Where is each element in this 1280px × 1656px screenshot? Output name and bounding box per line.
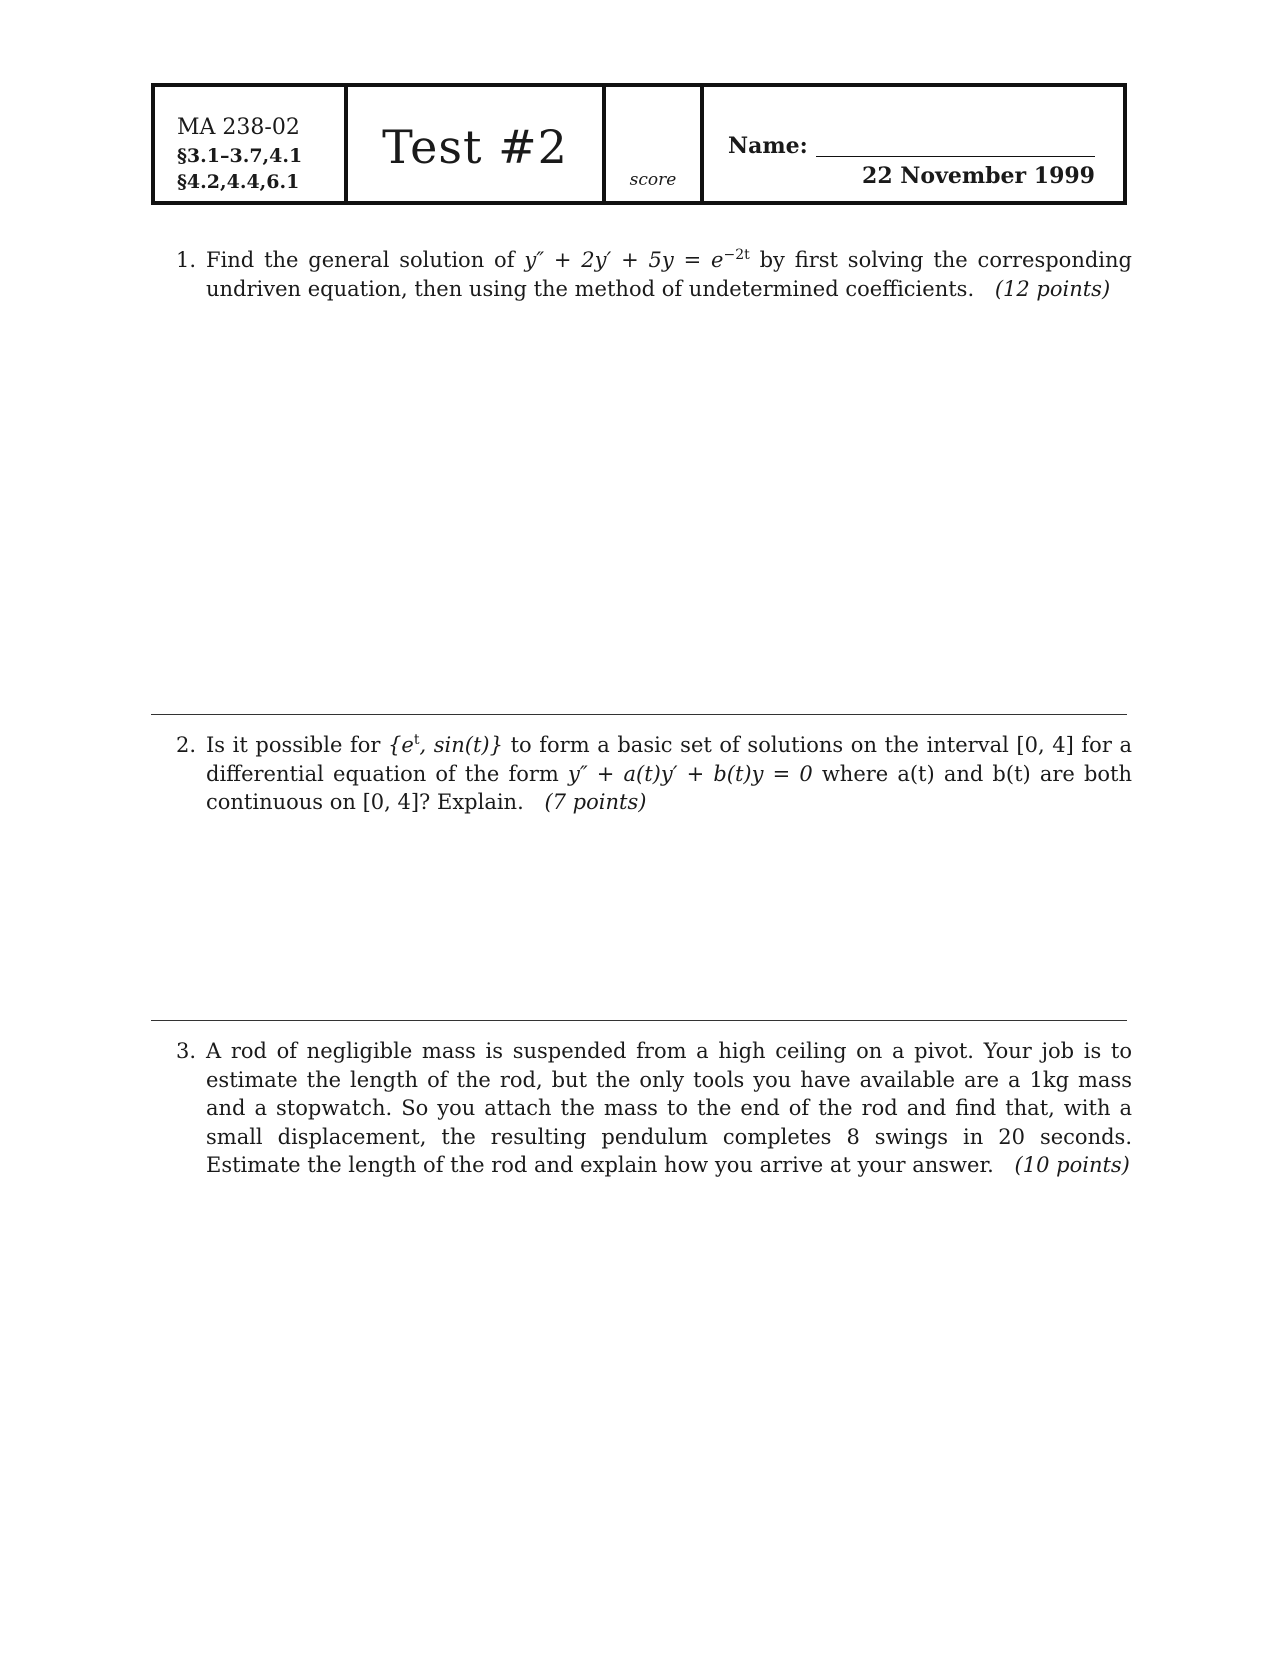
section-divider (151, 714, 1127, 715)
problem-text (206, 731, 1132, 817)
name-label: Name: (728, 133, 808, 159)
problem-text-part: Is it possible for (206, 733, 381, 757)
equation: y″ + a(t)y′ + b(t)y = 0 (567, 761, 813, 786)
solution-set-rest: , sin(t)} (419, 733, 503, 757)
course-code: MA 238-02 (177, 115, 300, 140)
problem-text-part: by first solving the corresponding undriven equation, then using the method of undetermined coefficients. (206, 248, 1132, 301)
test-header-box (151, 83, 1127, 205)
section-divider (151, 1020, 1127, 1021)
score-label: score (629, 170, 677, 190)
problem-text (206, 1037, 1132, 1180)
problem-text-part: to form a basic set of solutions on the interval [0, 4] for a differential equation of the form (206, 733, 1132, 786)
problem-text (206, 246, 1132, 303)
title-cell (344, 87, 602, 201)
equation: y″ + 2y′ + 5y = e (524, 248, 724, 272)
sections-line-1: §3.1–3.7,4.1 (177, 145, 303, 167)
problem-2 (176, 731, 1132, 817)
name-date-cell (700, 87, 1123, 201)
name-blank-line[interactable] (816, 138, 1095, 157)
sections-line-2: §4.2,4.4,6.1 (177, 171, 300, 193)
problem-3 (176, 1037, 1132, 1180)
points-label: (12 points) (994, 276, 1111, 301)
problem-number: 1. (176, 248, 197, 272)
problem-number: 2. (176, 733, 197, 757)
problem-1 (176, 246, 1132, 303)
exponent: −2t (723, 247, 750, 263)
solution-set: {e (388, 733, 414, 757)
exponent: t (413, 732, 420, 748)
problem-text-part: A rod of negligible mass is suspended from a high ceiling on a pivot. Your job is to estimate the length of the rod, but the only tools you have available are a 1kg mass and a stopwatch. So you attach the mass to the end of the rod and find that, with a small displacement, the resulting pendulum completes 8 swings in 20 seconds. Estimate the length of the rod and explain how you arrive at your answer. (206, 1039, 1132, 1177)
points-label: (7 points) (544, 790, 647, 814)
name-row (728, 135, 1095, 157)
problem-text-part: Find the general solution of (206, 248, 515, 272)
test-date: 22 November 1999 (862, 163, 1095, 189)
score-cell (602, 87, 700, 201)
problem-text-part: where a(t) and b(t) are both continuous on [0, 4]? Explain. (206, 761, 1132, 814)
problem-number: 3. (176, 1039, 197, 1063)
test-title: Test #2 (382, 120, 568, 174)
course-info-cell (155, 87, 344, 201)
points-label: (10 points) (1014, 1153, 1130, 1177)
